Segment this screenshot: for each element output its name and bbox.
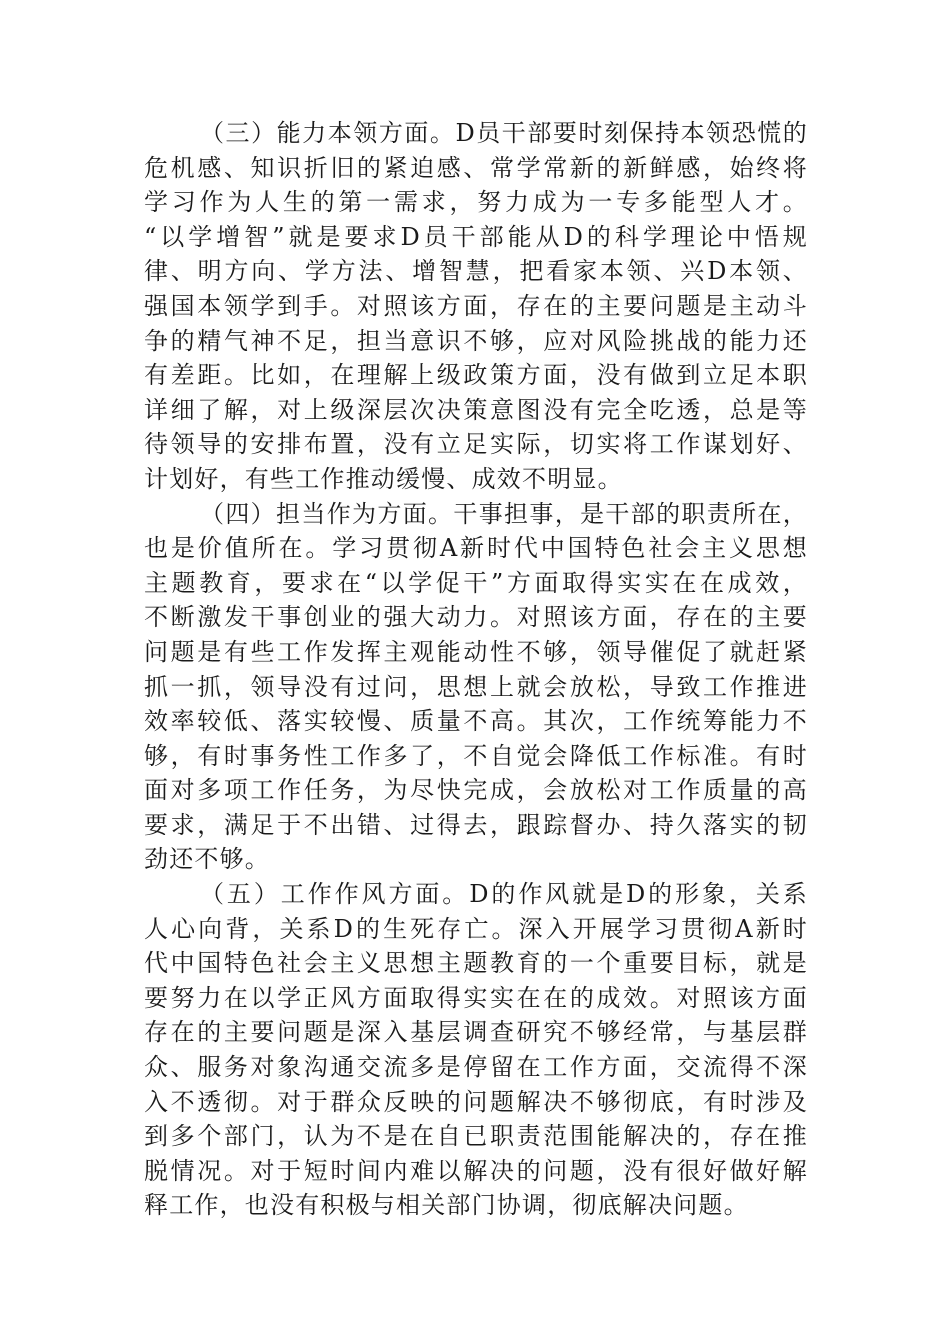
text-line: 有差距。比如，在理解上级政策方面，没有做到立足本职 [144,361,808,390]
text-line: 代中国特色社会主义思想主题教育的一个重要目标，就是 [144,949,808,978]
text-line: 律、明方向、学方法、增智慧，把看家本领、兴D本领、 [144,257,808,286]
text-line: 危机感、知识折旧的紧迫感、常学常新的新鲜感，始终将 [144,153,808,182]
text-line: 问题是有些工作发挥主观能动性不够，领导催促了就赶紧 [144,637,808,666]
document-body [144,116,808,1223]
text-line: 到多个部门，认为不是在自已职责范围能解决的，存在推 [144,1122,808,1151]
text-line: （三）能力本领方面。D员干部要时刻保持本领恐慌的 [200,119,808,147]
text-line: 够，有时事务性工作多了，不自觉会降低工作标准。有时 [144,741,808,770]
text-line: （五）工作作风方面。D的作风就是D的形象，关系 [200,880,808,909]
text-line: “以学增智”就是要求D员干部能从D的科学理论中悟规 [144,222,808,251]
text-line: 劲还不够。 [144,845,270,874]
text-line: 抓一抓，领导没有过问，思想上就会放松，导致工作推进 [144,672,808,701]
paragraph-ability [144,116,808,497]
text-line: 脱情况。对于短时间内难以解决的问题，没有很好做好解 [144,1156,808,1185]
paragraph-work-style [144,877,808,1223]
text-line: 存在的主要问题是深入基层调查研究不够经常，与基层群 [144,1018,808,1047]
text-line: 学习作为人生的第一需求，努力成为一专多能型人才。 [144,188,808,217]
text-line: 入不透彻。对于群众反映的问题解决不够彻底，有时涉及 [144,1087,808,1116]
text-line: 不断激发干事创业的强大动力。对照该方面，存在的主要 [144,603,808,632]
text-line: 也是价值所在。学习贯彻A新时代中国特色社会主义思想 [144,534,808,563]
text-line: 要求，满足于不出错、过得去，跟踪督办、持久落实的韧 [144,810,808,839]
text-line: 详细了解，对上级深层次决策意图没有完全吃透，总是等 [144,395,808,424]
text-line: 释工作，也没有积极与相关部门协调，彻底解决问题。 [144,1191,749,1220]
text-line: （四）担当作为方面。干事担事，是干部的职责所在， [200,499,808,528]
text-line: 计划好，有些工作推动缓慢、成效不明显。 [144,464,623,493]
text-line: 面对多项工作任务，为尽快完成，会放松对工作质量的高 [144,776,808,805]
text-line: 人心向背，关系D的生死存亡。深入开展学习贯彻A新时 [144,914,808,943]
text-line: 效率较低、落实较慢、质量不高。其次，工作统筹能力不 [144,707,808,736]
text-line: 强国本领学到手。对照该方面，存在的主要问题是主动斗 [144,291,808,320]
text-line: 待领导的安排布置，没有立足实际，切实将工作谋划好、 [144,430,808,459]
text-line: 要努力在以学正风方面取得实实在在的成效。对照该方面 [144,983,808,1012]
text-line: 争的精气神不足，担当意识不够，应对风险挑战的能力还 [144,326,808,355]
text-line: 众、服务对象沟通交流多是停留在工作方面，交流得不深 [144,1053,808,1082]
text-line: 主题教育，要求在“以学促干”方面取得实实在在成效， [144,568,808,597]
paragraph-responsibility [144,497,808,878]
